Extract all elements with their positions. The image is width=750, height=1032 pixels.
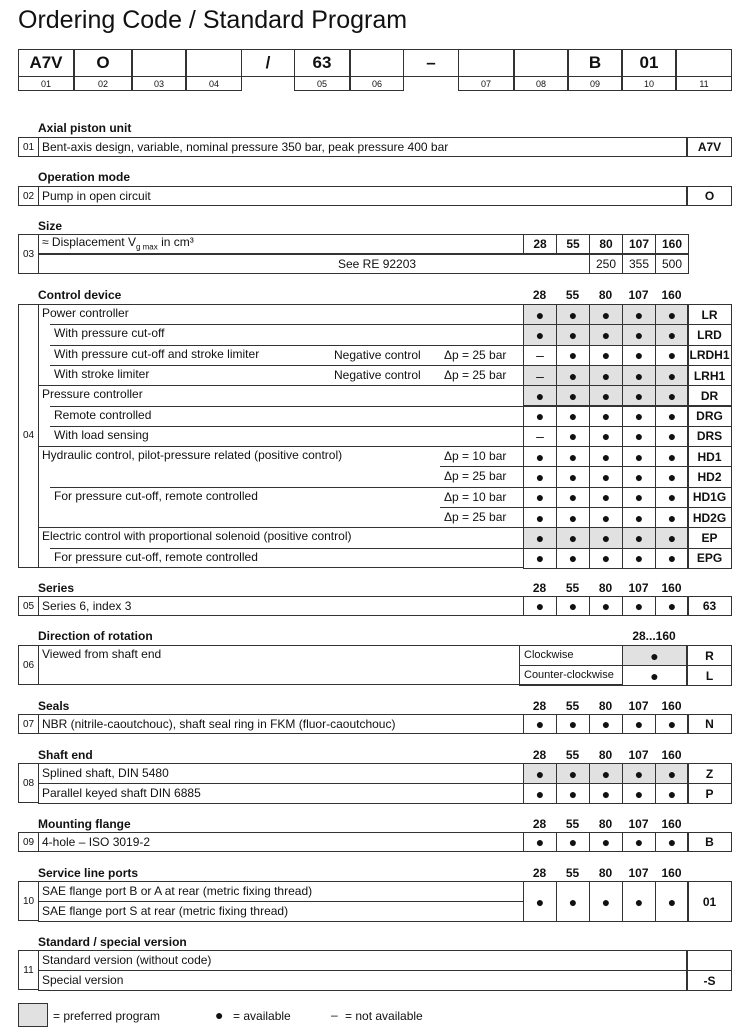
size-value: 28 bbox=[523, 234, 557, 254]
size-header: 160 bbox=[661, 581, 682, 595]
availability-cell: ● bbox=[589, 406, 623, 427]
size-header: 80 bbox=[598, 581, 613, 595]
section-title: Axial piston unit bbox=[38, 121, 132, 135]
availability-cell: ● bbox=[589, 527, 623, 548]
availability-cell: ● bbox=[622, 345, 656, 366]
availability-cell: ● bbox=[589, 365, 623, 386]
availability-cell: ● bbox=[622, 645, 687, 666]
section-title: Series bbox=[38, 581, 75, 595]
size-header: 28 bbox=[532, 699, 547, 713]
row-divider bbox=[50, 324, 523, 325]
availability-cell: ● bbox=[622, 365, 656, 386]
pressure-difference: Δp = 25 bar bbox=[444, 347, 507, 362]
row-divider bbox=[50, 487, 523, 488]
option-code[interactable]: B bbox=[687, 832, 732, 852]
availability-cell: ● bbox=[622, 527, 656, 548]
availability-cell: ● bbox=[556, 596, 590, 616]
option-code[interactable]: Z bbox=[687, 763, 732, 784]
size-header: 160 bbox=[661, 817, 682, 831]
availability-cell: ● bbox=[655, 345, 689, 366]
size-header: 107 bbox=[628, 581, 649, 595]
option-code[interactable]: HD1G bbox=[687, 487, 732, 508]
availability-cell: ● bbox=[655, 466, 689, 487]
order-code-position: 06 bbox=[350, 77, 404, 91]
availability-cell: ● bbox=[655, 596, 689, 616]
row-divider bbox=[440, 507, 523, 508]
separator-top-line bbox=[404, 49, 458, 50]
availability-cell: ● bbox=[556, 487, 590, 508]
availability-cell: ● bbox=[655, 385, 689, 406]
size-header: 160 bbox=[661, 866, 682, 880]
availability-cell: ● bbox=[589, 466, 623, 487]
section-number: 04 bbox=[18, 304, 39, 568]
size-header: 55 bbox=[565, 699, 580, 713]
pressure-difference: Δp = 10 bar bbox=[444, 489, 507, 504]
availability-cell: ● bbox=[655, 487, 689, 508]
availability-cell: ● bbox=[622, 487, 656, 508]
control-label: With pressure cut-off and stroke limiter bbox=[54, 346, 260, 361]
order-code-position: 04 bbox=[186, 77, 242, 91]
size-header: 80 bbox=[598, 817, 613, 831]
section-title: Service line ports bbox=[38, 866, 139, 880]
row-divider bbox=[50, 548, 523, 549]
availability-cell: ● bbox=[589, 345, 623, 366]
availability-cell: ● bbox=[655, 406, 689, 427]
range-header: 28...160 bbox=[632, 629, 676, 643]
option-code[interactable]: LR bbox=[687, 304, 732, 325]
order-code-separator: – bbox=[426, 53, 436, 72]
section-title: Control device bbox=[38, 288, 122, 302]
option-code[interactable]: EP bbox=[687, 527, 732, 548]
row-label: SAE flange port S at rear (metric fixing thread) bbox=[42, 904, 289, 918]
row-label: Special version bbox=[42, 973, 124, 987]
availability-cell: ● bbox=[589, 304, 623, 325]
size-value: 160 bbox=[655, 234, 689, 254]
option-code[interactable]: DR bbox=[687, 385, 732, 406]
row-divider bbox=[38, 385, 523, 386]
option-code[interactable]: P bbox=[687, 783, 732, 804]
option-code[interactable]: N bbox=[687, 714, 732, 734]
availability-cell: ● bbox=[556, 426, 590, 447]
section-number: 03 bbox=[18, 234, 39, 274]
availability-cell: ● bbox=[556, 304, 590, 325]
availability-cell: ● bbox=[523, 507, 557, 528]
row-divider bbox=[50, 406, 523, 407]
option-code[interactable]: HD1 bbox=[687, 446, 732, 467]
legend-available-symbol: ● bbox=[215, 1007, 224, 1023]
option-code[interactable]: 01 bbox=[687, 881, 732, 922]
rotation-option-label: Clockwise bbox=[524, 649, 574, 661]
availability-cell: ● bbox=[655, 881, 689, 922]
size-header: 55 bbox=[565, 817, 580, 831]
option-code[interactable]: DRG bbox=[687, 406, 732, 427]
rotation-option-label: Counter-clockwise bbox=[524, 669, 614, 681]
displacement-value: 250 bbox=[589, 254, 623, 274]
control-label: With load sensing bbox=[54, 427, 149, 442]
availability-cell: ● bbox=[622, 466, 656, 487]
size-header: 55 bbox=[565, 748, 580, 762]
availability-cell: ● bbox=[556, 783, 590, 804]
availability-cell: ● bbox=[622, 406, 656, 427]
option-code[interactable]: LRD bbox=[687, 324, 732, 345]
row-divider bbox=[38, 446, 523, 447]
row-label: SAE flange port B or A at rear (metric fixing thread) bbox=[42, 884, 313, 898]
availability-cell: ● bbox=[523, 527, 557, 548]
section-title: Seals bbox=[38, 699, 70, 713]
availability-cell: ● bbox=[523, 881, 557, 922]
section-number: 08 bbox=[18, 763, 39, 803]
availability-cell: ● bbox=[523, 763, 557, 784]
availability-cell: ● bbox=[655, 446, 689, 467]
option-code[interactable]: HD2G bbox=[687, 507, 732, 528]
pressure-difference: Δp = 25 bar bbox=[444, 469, 507, 484]
option-code[interactable] bbox=[687, 950, 732, 971]
availability-cell: ● bbox=[589, 487, 623, 508]
availability-cell: ● bbox=[556, 324, 590, 345]
rotation-label: Viewed from shaft end bbox=[42, 647, 162, 661]
order-code-position: 09 bbox=[568, 77, 622, 91]
availability-cell: ● bbox=[556, 881, 590, 922]
order-code-position: 05 bbox=[294, 77, 350, 91]
size-header: 80 bbox=[598, 699, 613, 713]
section-number: 06 bbox=[18, 645, 39, 685]
control-label: Electric control with proportional solenoid (positive control) bbox=[42, 529, 352, 544]
availability-cell: ● bbox=[556, 365, 590, 386]
availability-cell: ● bbox=[589, 881, 623, 922]
availability-cell: ● bbox=[622, 548, 656, 569]
availability-cell: ● bbox=[589, 714, 623, 734]
order-code-box[interactable]: 01 bbox=[622, 49, 676, 77]
availability-cell: – bbox=[523, 426, 557, 447]
row-divider bbox=[440, 466, 523, 467]
control-label: With pressure cut-off bbox=[54, 326, 165, 341]
availability-cell: ● bbox=[589, 426, 623, 447]
section-title: Direction of rotation bbox=[38, 629, 153, 643]
control-label: Remote controlled bbox=[54, 407, 152, 422]
row-divider bbox=[38, 527, 523, 528]
control-label: Hydraulic control, pilot-pressure related (positive control) bbox=[42, 448, 343, 463]
control-condition: Negative control bbox=[334, 367, 421, 382]
option-code[interactable]: LRH1 bbox=[687, 365, 732, 386]
availability-cell: ● bbox=[622, 714, 656, 734]
availability-cell: ● bbox=[523, 832, 557, 852]
availability-cell: ● bbox=[622, 507, 656, 528]
row-divider bbox=[50, 365, 523, 366]
availability-cell: ● bbox=[655, 365, 689, 386]
availability-cell: ● bbox=[655, 507, 689, 528]
availability-cell: ● bbox=[655, 763, 689, 784]
order-code-box[interactable]: B bbox=[568, 49, 622, 77]
separator-bottom-line bbox=[242, 76, 294, 77]
availability-cell: ● bbox=[622, 832, 656, 852]
option-code[interactable]: L bbox=[687, 665, 732, 686]
size-value: 107 bbox=[622, 234, 656, 254]
option-code[interactable]: EPG bbox=[687, 548, 732, 569]
row-label: 4-hole – ISO 3019-2 bbox=[42, 835, 151, 849]
control-label: Power controller bbox=[42, 306, 129, 320]
availability-cell: ● bbox=[523, 466, 557, 487]
availability-cell: ● bbox=[622, 304, 656, 325]
pressure-difference: Δp = 10 bar bbox=[444, 449, 507, 464]
row-label: Series 6, index 3 bbox=[42, 599, 132, 613]
displacement-label: ≈ Displacement $V_{g max}$ in cm³ bbox=[42, 235, 194, 252]
section-number: 11 bbox=[18, 950, 39, 990]
pressure-difference: Δp = 25 bar bbox=[444, 367, 507, 382]
order-code-position: 10 bbox=[622, 77, 676, 91]
availability-cell: ● bbox=[655, 832, 689, 852]
section-title: Shaft end bbox=[38, 748, 93, 762]
availability-cell: ● bbox=[589, 832, 623, 852]
availability-cell: ● bbox=[589, 446, 623, 467]
size-header: 55 bbox=[565, 288, 580, 302]
availability-cell: ● bbox=[556, 548, 590, 569]
size-header: 107 bbox=[628, 866, 649, 880]
row-label: Pump in open circuit bbox=[42, 189, 151, 203]
order-code-box[interactable]: 63 bbox=[294, 49, 350, 77]
pressure-difference: Δp = 25 bar bbox=[444, 510, 507, 524]
row-label: Standard version (without code) bbox=[42, 953, 212, 967]
availability-cell: ● bbox=[556, 345, 590, 366]
legend-preferred: = preferred program bbox=[53, 1009, 161, 1023]
page-title: Ordering Code / Standard Program bbox=[18, 6, 408, 34]
section-title: Mounting flange bbox=[38, 817, 131, 831]
legend-available: = available bbox=[233, 1009, 291, 1023]
availability-cell: ● bbox=[622, 426, 656, 447]
size-header: 160 bbox=[661, 699, 682, 713]
section-number: 01 bbox=[18, 137, 39, 157]
availability-cell: ● bbox=[622, 763, 656, 784]
availability-cell: ● bbox=[589, 507, 623, 528]
order-code-position: 07 bbox=[458, 77, 514, 91]
availability-cell: ● bbox=[556, 714, 590, 734]
availability-cell: – bbox=[523, 345, 557, 366]
section-number: 10 bbox=[18, 881, 39, 921]
order-code-box[interactable] bbox=[186, 49, 242, 77]
section-number: 05 bbox=[18, 596, 39, 616]
availability-cell: ● bbox=[556, 446, 590, 467]
availability-cell: ● bbox=[589, 324, 623, 345]
order-code-separator: / bbox=[265, 53, 271, 72]
size-header: 28 bbox=[532, 866, 547, 880]
control-condition: Negative control bbox=[334, 347, 421, 362]
row-label: Bent-axis design, variable, nominal pressure 350 bar, peak pressure 400 bar bbox=[42, 140, 449, 154]
row-divider bbox=[50, 426, 523, 427]
option-code[interactable]: A7V bbox=[687, 137, 732, 157]
availability-cell: ● bbox=[655, 783, 689, 804]
option-code[interactable]: -S bbox=[687, 970, 732, 991]
availability-cell: ● bbox=[622, 446, 656, 467]
availability-cell: ● bbox=[655, 527, 689, 548]
row-description bbox=[38, 970, 687, 991]
option-code[interactable]: DRS bbox=[687, 426, 732, 447]
option-code[interactable]: LRDH1 bbox=[687, 345, 732, 366]
size-header: 107 bbox=[628, 748, 649, 762]
availability-cell: ● bbox=[655, 324, 689, 345]
separator-top-line bbox=[242, 49, 294, 50]
availability-cell: ● bbox=[589, 385, 623, 406]
order-code-box[interactable] bbox=[514, 49, 568, 77]
availability-cell: ● bbox=[622, 665, 687, 686]
availability-cell: ● bbox=[556, 763, 590, 784]
displacement-value: 355 bbox=[622, 254, 656, 274]
size-value: 80 bbox=[589, 234, 623, 254]
order-code-box[interactable] bbox=[132, 49, 186, 77]
availability-cell: ● bbox=[589, 596, 623, 616]
size-header: 107 bbox=[628, 699, 649, 713]
order-code-box[interactable] bbox=[676, 49, 732, 77]
availability-cell: ● bbox=[523, 714, 557, 734]
legend-not-symbol: – bbox=[331, 1008, 338, 1022]
option-code[interactable]: 63 bbox=[687, 596, 732, 616]
availability-cell: ● bbox=[556, 527, 590, 548]
availability-cell: ● bbox=[523, 596, 557, 616]
legend-not-available: = not available bbox=[345, 1009, 423, 1023]
size-header: 28 bbox=[532, 817, 547, 831]
section-number: 07 bbox=[18, 714, 39, 734]
preferred-swatch bbox=[18, 1003, 48, 1027]
size-header: 107 bbox=[628, 288, 649, 302]
size-header: 160 bbox=[661, 288, 682, 302]
availability-cell: – bbox=[523, 365, 557, 386]
availability-cell: ● bbox=[622, 324, 656, 345]
order-code-position: 02 bbox=[74, 77, 132, 91]
size-header: 160 bbox=[661, 748, 682, 762]
option-code[interactable]: O bbox=[687, 186, 732, 206]
row-label: NBR (nitrile-caoutchouc), shaft seal ring in FKM (fluor-caoutchouc) bbox=[42, 717, 396, 731]
availability-cell: ● bbox=[556, 507, 590, 528]
order-code-position: 08 bbox=[514, 77, 568, 91]
order-code-position: 11 bbox=[676, 77, 732, 91]
availability-cell: ● bbox=[622, 881, 656, 922]
availability-cell: ● bbox=[523, 487, 557, 508]
row-divider bbox=[50, 345, 523, 346]
availability-cell: ● bbox=[523, 304, 557, 325]
availability-cell: ● bbox=[655, 714, 689, 734]
order-code-box[interactable] bbox=[458, 49, 514, 77]
size-header: 80 bbox=[598, 866, 613, 880]
size-header: 28 bbox=[532, 748, 547, 762]
availability-cell: ● bbox=[523, 406, 557, 427]
size-header: 28 bbox=[532, 581, 547, 595]
order-code-position: 03 bbox=[132, 77, 186, 91]
size-header: 80 bbox=[598, 288, 613, 302]
availability-cell: ● bbox=[589, 783, 623, 804]
availability-cell: ● bbox=[556, 385, 590, 406]
availability-cell: ● bbox=[622, 596, 656, 616]
availability-cell: ● bbox=[589, 763, 623, 784]
availability-cell: ● bbox=[622, 385, 656, 406]
control-label: For pressure cut-off, remote controlled bbox=[54, 488, 258, 503]
availability-cell: ● bbox=[655, 426, 689, 447]
availability-cell: ● bbox=[523, 783, 557, 804]
availability-cell: ● bbox=[556, 406, 590, 427]
availability-cell: ● bbox=[523, 385, 557, 406]
option-code[interactable]: R bbox=[687, 645, 732, 666]
option-code[interactable]: HD2 bbox=[687, 466, 732, 487]
control-label: For pressure cut-off, remote controlled bbox=[54, 549, 258, 564]
order-code-box[interactable]: A7V bbox=[18, 49, 74, 77]
availability-cell: ● bbox=[556, 466, 590, 487]
section-number: 09 bbox=[18, 832, 39, 852]
availability-cell: ● bbox=[523, 446, 557, 467]
displacement-value: 500 bbox=[655, 254, 689, 274]
availability-cell: ● bbox=[556, 832, 590, 852]
availability-cell: ● bbox=[655, 548, 689, 569]
availability-cell: ● bbox=[523, 548, 557, 569]
control-label: With stroke limiter bbox=[54, 366, 150, 381]
order-code-box[interactable] bbox=[350, 49, 404, 77]
size-header: 28 bbox=[532, 288, 547, 302]
section-title: Size bbox=[38, 219, 63, 233]
section-title: Standard / special version bbox=[38, 935, 187, 949]
size-header: 55 bbox=[565, 866, 580, 880]
order-code-position: 01 bbox=[18, 77, 74, 91]
availability-cell: ● bbox=[589, 548, 623, 569]
separator-bottom-line bbox=[404, 76, 458, 77]
size-header: 55 bbox=[565, 581, 580, 595]
order-code-box[interactable]: O bbox=[74, 49, 132, 77]
see-reference: See RE 92203 bbox=[338, 257, 417, 271]
section-title: Operation mode bbox=[38, 170, 131, 184]
availability-cell: ● bbox=[523, 324, 557, 345]
section-number: 02 bbox=[18, 186, 39, 206]
row-label: Splined shaft, DIN 5480 bbox=[42, 766, 169, 780]
size-header: 80 bbox=[598, 748, 613, 762]
control-label: Pressure controller bbox=[42, 387, 143, 402]
row-label: Parallel keyed shaft DIN 6885 bbox=[42, 786, 201, 800]
size-header: 107 bbox=[628, 817, 649, 831]
availability-cell: ● bbox=[622, 783, 656, 804]
size-value: 55 bbox=[556, 234, 590, 254]
availability-cell: ● bbox=[655, 304, 689, 325]
